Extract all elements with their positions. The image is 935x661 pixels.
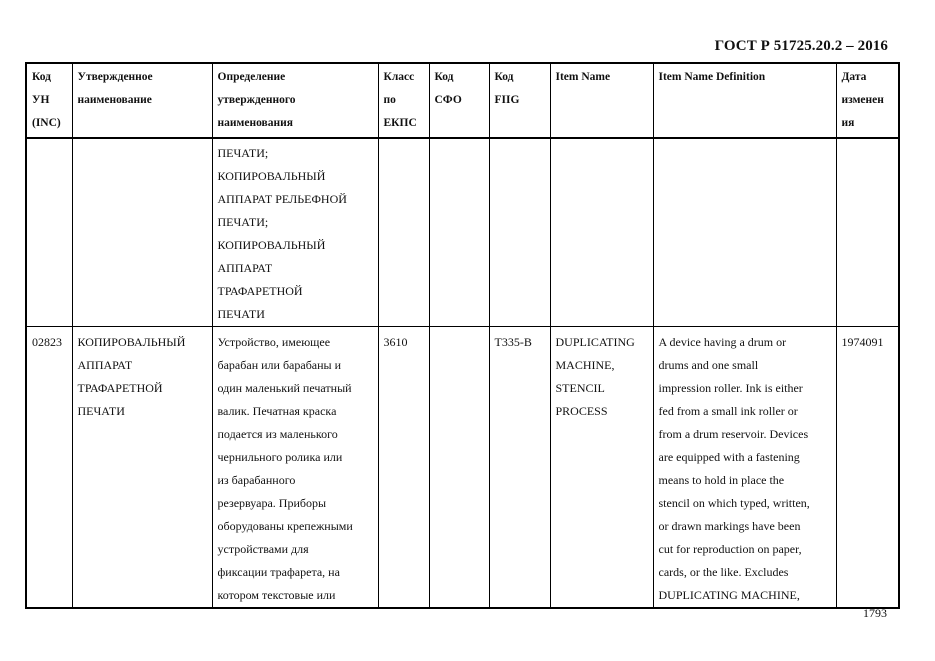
cell-ekps-class: 3610 <box>378 327 429 609</box>
table-header-row <box>26 63 899 138</box>
cell-fiig-code <box>489 138 550 327</box>
cell-item-name-definition: A device having a drum or drums and one small impression roller. Ink is either fed from a small ink roller or from a drum reservoir. Devices are equipped with a fastening means to hold in place the stencil on which typed, written, or drawn markings have been cut for reproduction on paper, cards, or the like. Excludes DUPLICATING MACHINE, <box>653 327 836 609</box>
cell-definition: ПЕЧАТИ; КОПИРОВАЛЬНЫЙ АППАРАТ РЕЛЬЕФНОЙ ПЕЧАТИ; КОПИРОВАЛЬНЫЙ АППАРАТ ТРАФАРЕТНОЙ ПЕЧАТИ <box>212 138 378 327</box>
column-header-item-name: Item Name <box>550 63 653 138</box>
cell-approved-name <box>72 138 212 327</box>
cell-fiig-code: T335-B <box>489 327 550 609</box>
cell-approved-name: КОПИРОВАЛЬНЫЙ АППАРАТ ТРАФАРЕТНОЙ ПЕЧАТИ <box>72 327 212 609</box>
column-header-fiig-code: Код FIIG <box>489 63 550 138</box>
cell-sfo-code <box>429 138 489 327</box>
cell-inc <box>26 138 72 327</box>
cell-change-date <box>836 138 899 327</box>
column-header-approved-name: Утвержденное наименование <box>72 63 212 138</box>
catalog-table <box>25 62 900 609</box>
column-header-change-date: Дата изменен ия <box>836 63 899 138</box>
cell-item-name <box>550 138 653 327</box>
page-number: 1793 <box>863 606 887 620</box>
cell-sfo-code <box>429 327 489 609</box>
table-row-continuation <box>26 138 899 327</box>
document-header: ГОСТ Р 51725.20.2 – 2016 <box>714 38 888 54</box>
cell-item-name-definition <box>653 138 836 327</box>
table-row-entry <box>26 327 899 609</box>
cell-change-date: 1974091 <box>836 327 899 609</box>
cell-definition: Устройство, имеющее барабан или барабаны и один маленький печатный валик. Печатная краска подается из маленького чернильного ролика или из барабанного резервуара. Приборы оборудованы крепежными устройствами для фиксации трафарета, на котором текстовые или <box>212 327 378 609</box>
column-header-inc: Код УН (INC) <box>26 63 72 138</box>
cell-ekps-class <box>378 138 429 327</box>
column-header-sfo-code: Код СФО <box>429 63 489 138</box>
catalog-table-container <box>25 62 898 603</box>
column-header-definition: Определение утвержденного наименования <box>212 63 378 138</box>
column-header-ekps-class: Класс по ЕКПС <box>378 63 429 138</box>
cell-item-name: DUPLICATING MACHINE, STENCIL PROCESS <box>550 327 653 609</box>
column-header-item-name-definition: Item Name Definition <box>653 63 836 138</box>
cell-inc: 02823 <box>26 327 72 609</box>
